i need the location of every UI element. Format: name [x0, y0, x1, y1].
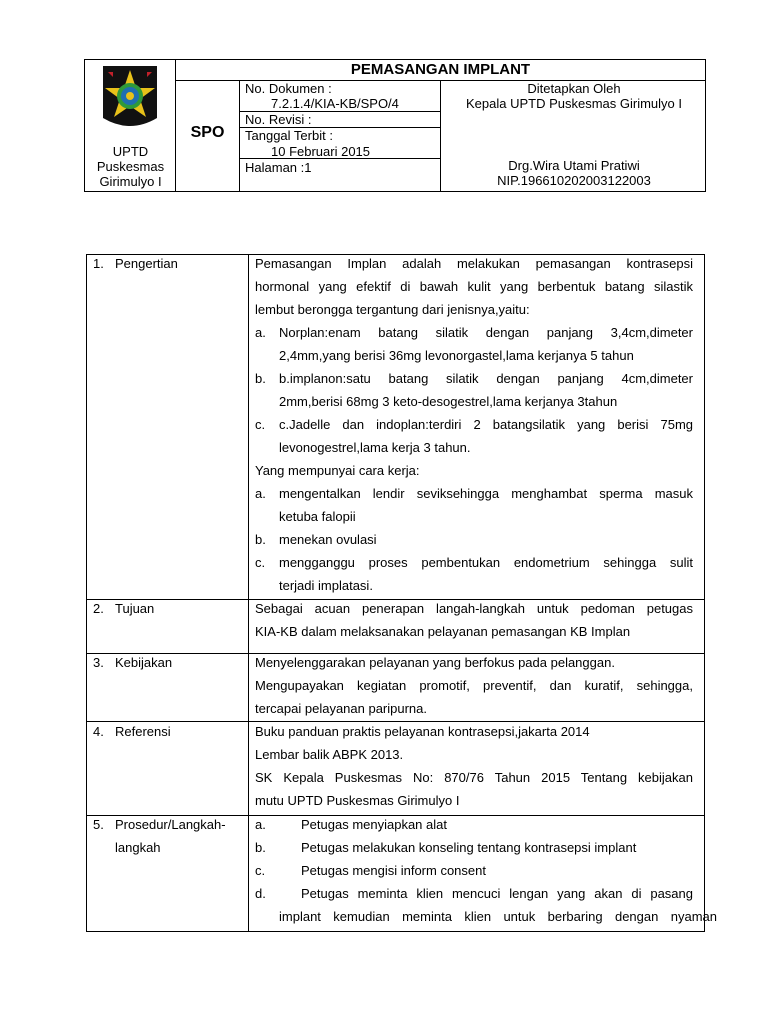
section-line: Buku panduan praktis pelayanan kontrasepsi,jakarta 2014 — [255, 724, 590, 739]
signatory-name: Drg.Wira Utami Pratiwi — [508, 158, 640, 173]
section-label-tujuan: 2. Tujuan — [93, 601, 155, 616]
section-line: Mengupayakan kegiatan promotif, preventif, dan kuratif, sehingga, — [255, 678, 693, 693]
procedure-step: d. Petugas meminta klien mencuci lengan yang akan di pasang — [255, 886, 693, 901]
org-line-1: UPTD — [112, 144, 149, 159]
doc-no-value: 7.2.1.4/KIA-KB/SPO/4 — [271, 96, 399, 111]
list-item-continuation: 2,4mm,yang berisi 36mg levonorgastel,lama kerjanya 5 tahun — [279, 348, 634, 363]
tanggal-value: 10 Februari 2015 — [271, 144, 371, 159]
spo-content-table — [86, 254, 717, 932]
section-line: Sebagai acuan penerapan langah-langkah untuk pedoman petugas — [255, 601, 693, 616]
list-item: b. b.implanon:satu batang silatik dengan panjang 4cm,dimeter — [255, 371, 693, 386]
section-label-prosedur-cont: langkah — [115, 840, 161, 855]
list-item: a. Norplan:enam batang silatik dengan panjang 3,4cm,dimeter — [255, 325, 693, 340]
procedure-step: a. Petugas menyiapkan alat — [255, 817, 447, 832]
puskesmas-logo — [99, 62, 161, 134]
section-label-referensi: 4. Referensi — [93, 724, 171, 739]
list-item: c. c.Jadelle dan indoplan:terdiri 2 batangsilatik yang berisi 75mg — [255, 417, 693, 432]
section-line: Lembar balik ABPK 2013. — [255, 747, 404, 762]
document-title: PEMASANGAN IMPLANT — [350, 61, 531, 78]
section-line: KIA-KB dalam melaksanakan pelayanan pemasangan KB Implan — [255, 624, 631, 639]
org-line-2: Puskesmas — [96, 159, 165, 174]
halaman-label: Halaman :1 — [245, 160, 312, 175]
section-line: Yang mempunyai cara kerja: — [255, 463, 420, 478]
list-item-continuation: ketuba falopii — [279, 509, 356, 524]
section-line: hormonal yang efektif di bawah kulit yang berbentuk batang silastik — [255, 279, 693, 294]
section-line: lembut berongga tergantung dari jenisnya,yaitu: — [255, 302, 530, 317]
list-item-continuation: terjadi implatasi. — [279, 578, 373, 593]
kepala-title: Kepala UPTD Puskesmas Girimulyo I — [465, 96, 682, 111]
list-item: b. menekan ovulasi — [255, 532, 377, 547]
section-line: mutu UPTD Puskesmas Girimulyo I — [255, 793, 460, 808]
section-label-prosedur: 5. Prosedur/Langkah- — [93, 817, 226, 832]
ditetapkan-label: Ditetapkan Oleh — [527, 81, 621, 96]
section-line: Menyelenggarakan pelayanan yang berfokus pada pelanggan. — [255, 655, 615, 670]
list-item-continuation: levonogestrel,lama kerja 3 tahun. — [279, 440, 471, 455]
org-line-3: Girimulyo I — [99, 174, 162, 189]
procedure-step: c. Petugas mengisi inform consent — [255, 863, 486, 878]
procedure-step-continuation: implant kemudian meminta klien untuk berbaring dengan nyaman — [279, 909, 717, 924]
org-name — [85, 144, 176, 189]
section-line: Pemasangan Implan adalah melakukan pemasangan kontrasepsi — [255, 256, 693, 271]
list-item-continuation: 2mm,berisi 68mg 3 keto-desogestrel,lama kerjanya 3tahun — [279, 394, 618, 409]
document-header — [84, 59, 706, 192]
list-item: c. mengganggu proses pembentukan endometrium sehingga sulit — [255, 555, 693, 570]
list-item: a. mengentalkan lendir seviksehingga menghambat sperma masuk — [255, 486, 693, 501]
spo-label: SPO — [190, 124, 225, 141]
section-label-kebijakan: 3. Kebijakan — [93, 655, 173, 670]
section-line: tercapai pelayanan paripurna. — [255, 701, 428, 716]
doc-no-label: No. Dokumen : — [245, 81, 332, 96]
section-line: SK Kepala Puskesmas No: 870/76 Tahun 2015 Tentang kebijakan — [255, 770, 693, 785]
section-label-pengertian: 1. Pengertian — [93, 256, 178, 271]
signatory-nip: NIP.196610202003122003 — [497, 173, 651, 188]
procedure-step: b. Petugas melakukan konseling tentang kontrasepsi implant — [255, 840, 637, 855]
tanggal-label: Tanggal Terbit : — [245, 128, 333, 143]
revisi-label: No. Revisi : — [245, 112, 312, 127]
